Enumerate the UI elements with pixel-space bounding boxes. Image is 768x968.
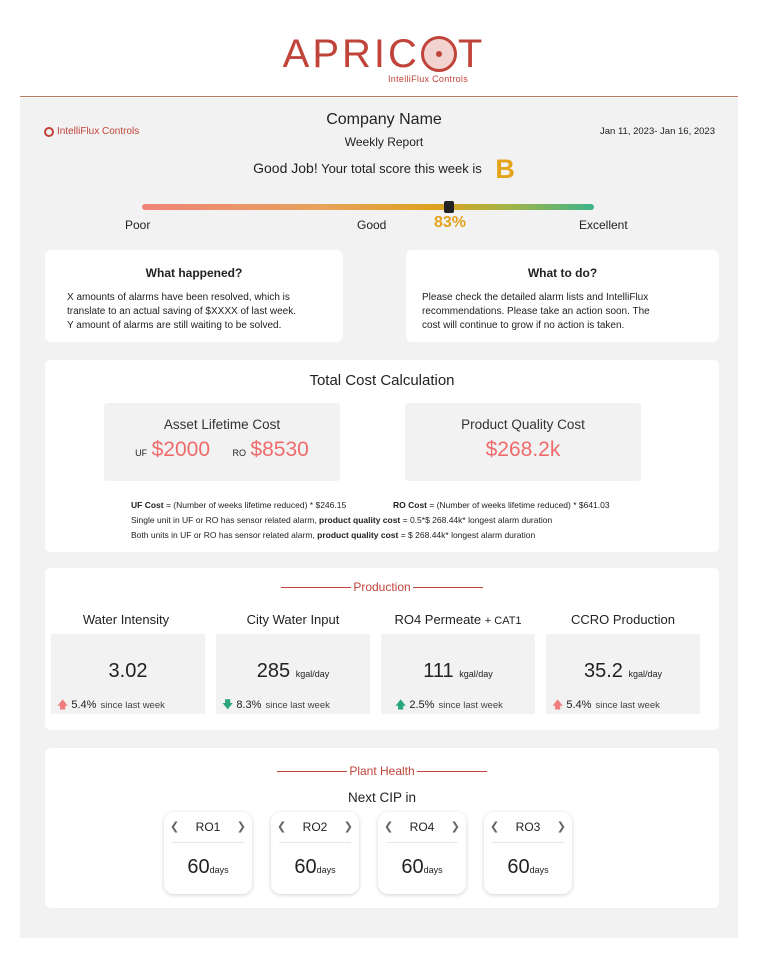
cip-days: 60	[294, 856, 317, 878]
metric-city-water-input	[216, 634, 370, 714]
metric-value: 111	[423, 660, 454, 682]
cip-days-unit: days	[423, 865, 443, 875]
chevron-right-icon[interactable]: ❯	[236, 821, 246, 833]
logo-word-right: T	[457, 32, 486, 76]
metric-value: 285	[256, 660, 291, 682]
cip-days: 60	[187, 856, 210, 878]
score-line	[0, 154, 768, 185]
metric-value: 3.02	[108, 660, 148, 682]
score-text: Your total score this week is	[317, 160, 486, 176]
what-happened-line: Y amount of alarms are still waiting to be solved.	[67, 320, 282, 331]
plant-health-title: Plant Health	[45, 764, 719, 778]
cip-unit-name: RO3	[515, 820, 541, 834]
metric-title: Water Intensity	[82, 612, 170, 627]
formula-ro: RO Cost = (Number of weeks lifetime reduced) * $641.03	[393, 500, 610, 510]
score-marker	[444, 201, 454, 213]
apricot-logo	[0, 32, 768, 84]
metric-title: CCRO Production	[570, 612, 676, 627]
cip-card-ro1	[164, 812, 252, 894]
logo-o-icon	[421, 36, 457, 72]
score-bar	[142, 204, 594, 210]
score-percent: 83%	[434, 214, 467, 231]
what-to-do-line: cost will continue to grow if no action is taken.	[422, 320, 625, 331]
metric-trend: 5.4%	[71, 699, 97, 711]
date-range: Jan 11, 2023- Jan 16, 2023	[600, 126, 715, 137]
metric-trend: 8.3%	[236, 699, 262, 711]
production-title: Production	[45, 580, 719, 594]
what-happened-line: translate to an actual saving of $XXXX of last week.	[67, 306, 297, 317]
chevron-right-icon[interactable]: ❯	[450, 821, 460, 833]
product-quality-cost: $268.2k	[485, 438, 561, 461]
header-divider	[20, 96, 738, 97]
uf-cost: $2000	[151, 438, 211, 461]
report-type: Weekly Report	[344, 135, 424, 149]
metric-unit: kgal/day	[459, 669, 493, 679]
ro-cost: $8530	[250, 438, 309, 461]
cip-unit-name: RO4	[409, 820, 435, 834]
cip-days: 60	[401, 856, 424, 878]
chevron-right-icon[interactable]: ❯	[556, 821, 566, 833]
grade: B	[495, 154, 515, 184]
metric-title: City Water Input	[246, 612, 340, 627]
cip-unit-name: RO1	[195, 820, 221, 834]
total-cost-card	[45, 360, 719, 552]
next-cip-label: Next CIP in	[347, 790, 417, 805]
product-quality-box	[405, 403, 641, 481]
arrow-up-icon: 🡅	[395, 699, 407, 711]
formula-both-units: Both units in UF or RO has sensor related alarm, product quality cost = $ 268.44k* longest alarm duration	[131, 530, 536, 540]
ro-label: RO	[232, 448, 246, 458]
metric-since: since last week	[265, 700, 330, 711]
metric-title: RO4 Permeate + CAT1	[394, 612, 522, 627]
arrow-up-icon: 🡅	[552, 699, 564, 711]
cip-days-unit: days	[316, 865, 336, 875]
cip-days: 60	[507, 856, 530, 878]
metric-trend: 2.5%	[409, 699, 435, 711]
what-to-do-line: recommendations. Please take an action soon. The	[422, 306, 650, 317]
product-quality-title: Product Quality Cost	[461, 417, 585, 432]
cip-card-ro4	[378, 812, 466, 894]
uf-label: UF	[135, 448, 148, 458]
cip-unit-name: RO2	[302, 820, 328, 834]
formula-uf: UF Cost = (Number of weeks lifetime reduced) * $246.15	[131, 500, 347, 510]
what-to-do-card	[406, 250, 719, 342]
label-poor: Poor	[125, 218, 151, 232]
chevron-left-icon[interactable]: ❮	[277, 821, 287, 833]
arrow-down-icon: 🡇	[222, 699, 234, 711]
score-lead: Good Job!	[253, 159, 318, 176]
brand-small-label: IntelliFlux Controls	[57, 126, 140, 137]
metric-ccro-production	[546, 634, 700, 714]
what-to-do-line: Please check the detailed alarm lists and IntelliFlux	[422, 292, 649, 303]
logo-subtitle: IntelliFlux Controls	[388, 74, 469, 84]
metric-since: since last week	[438, 700, 503, 711]
asset-lifetime-title: Asset Lifetime Cost	[163, 417, 281, 432]
arrow-up-icon: 🡅	[57, 699, 69, 711]
metric-water-intensity	[51, 634, 205, 714]
chevron-right-icon[interactable]: ❯	[343, 821, 353, 833]
formula-single-unit: Single unit in UF or RO has sensor related alarm, product quality cost = 0.5*$ 268.44k* longest alarm duration	[131, 515, 553, 525]
what-to-do-title: What to do?	[527, 266, 598, 280]
cip-card-ro2	[271, 812, 359, 894]
metric-since: since last week	[595, 700, 660, 711]
label-good: Good	[357, 218, 387, 232]
metric-trend: 5.4%	[566, 699, 592, 711]
company-name: Company Name	[326, 111, 442, 128]
metric-ro4-permeate	[381, 634, 535, 714]
chevron-left-icon[interactable]: ❮	[490, 821, 500, 833]
chevron-left-icon[interactable]: ❮	[170, 821, 180, 833]
metric-unit: kgal/day	[628, 669, 663, 679]
what-happened-title: What happened?	[145, 266, 243, 280]
chevron-left-icon[interactable]: ❮	[384, 821, 394, 833]
metric-value: 35.2	[583, 660, 623, 682]
label-excellent: Excellent	[579, 218, 628, 232]
metric-since: since last week	[100, 700, 165, 711]
what-happened-card	[45, 250, 343, 342]
metric-unit: kgal/day	[295, 669, 330, 679]
asset-lifetime-box	[104, 403, 340, 481]
cip-days-unit: days	[529, 865, 549, 875]
total-cost-title: Total Cost Calculation	[309, 372, 455, 389]
logo-word-left: APRIC	[282, 32, 420, 76]
cip-card-ro3	[484, 812, 572, 894]
cip-days-unit: days	[209, 865, 229, 875]
what-happened-line: X amounts of alarms have been resolved, which is	[67, 292, 290, 303]
